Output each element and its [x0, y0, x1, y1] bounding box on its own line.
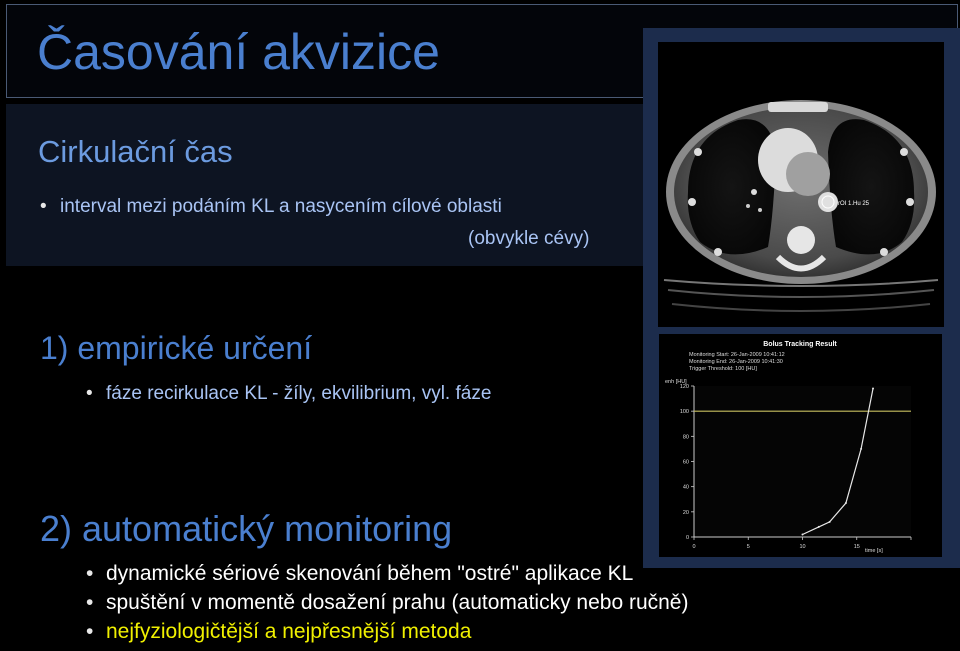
chart-data-point — [872, 388, 874, 390]
section2-bullet — [86, 562, 633, 586]
chart-plot-area — [694, 386, 911, 537]
circulation-bullet-continuation: (obvykle cévy) — [468, 228, 590, 249]
section2-heading: 2) automatický monitoring — [40, 508, 453, 549]
chart-x-tick-label: 15 — [853, 544, 860, 550]
chart-y-tick-label: 80 — [682, 434, 689, 441]
chart-info-line: Monitoring End: 26-Jan-2009 10:41:30 — [689, 359, 783, 365]
chart-x-tick-label: 10 — [799, 544, 806, 550]
ct-scan-image — [658, 42, 944, 327]
chart-data-point — [860, 448, 862, 450]
chart-x-axis-label: time [s] — [865, 548, 883, 554]
circulation-bullet — [40, 196, 502, 218]
circulation-heading: Cirkulační čas — [38, 134, 233, 169]
bullet-dot: • — [86, 383, 93, 404]
chart-info-line: Monitoring Start: 26-Jan-2009 10:41:12 — [689, 352, 785, 358]
bullet-dot: • — [86, 562, 94, 585]
chart-y-axis-label: enh [HU] — [665, 379, 687, 385]
ct-scan-illustration — [658, 42, 944, 327]
ct-roi-label: rOI 1.Hu 25 — [838, 201, 870, 207]
chart-y-tick-label: 60 — [682, 459, 689, 466]
chart-y-tick-label: 100 — [679, 409, 689, 416]
chart-x-tick-label: 0 — [692, 544, 696, 550]
chart-y-tick-label: 40 — [682, 484, 689, 491]
section2-bullet-text: spuštění v momentě dosažení prahu (automaticky nebo ručně) — [106, 591, 689, 614]
chart-y-tick-label: 20 — [682, 509, 689, 516]
bullet-dot: • — [40, 196, 47, 217]
section2-bullet-text: nejfyziologičtější a nejpřesnější metoda — [106, 620, 472, 643]
chart-y-tick-label: 0 — [685, 535, 689, 541]
section1-heading: 1) empirické určení — [40, 330, 313, 366]
chart-data-point — [845, 502, 847, 504]
chart-data-point — [802, 533, 804, 535]
chart-y-tick-label: 120 — [679, 384, 689, 390]
chart-data-point — [818, 526, 820, 528]
slide-title: Časování akvizice — [37, 24, 440, 80]
chart-title: Bolus Tracking Result — [763, 341, 837, 348]
chart-x-tick-label: 5 — [746, 544, 750, 550]
section2-bullet — [86, 591, 688, 615]
circulation-box — [6, 104, 646, 266]
chart-data-point — [829, 521, 831, 523]
chart-info-line: Trigger Threshold: 100 [HU] — [689, 366, 757, 372]
bolus-chart-svg — [659, 334, 942, 557]
bullet-dot: • — [86, 620, 94, 643]
section1-bullet-text: fáze recirkulace KL - žíly, ekvilibrium, vyl. fáze — [106, 383, 492, 404]
bullet-dot: • — [86, 591, 94, 614]
section1-bullet — [86, 383, 491, 405]
circulation-bullet-text: interval mezi podáním KL a nasycením cílové oblasti — [60, 196, 502, 217]
bolus-tracking-chart — [659, 334, 942, 557]
section2-bullet-highlight — [86, 620, 471, 644]
section2-bullet-text: dynamické sériové skenování během "ostré" aplikace KL — [106, 562, 634, 585]
